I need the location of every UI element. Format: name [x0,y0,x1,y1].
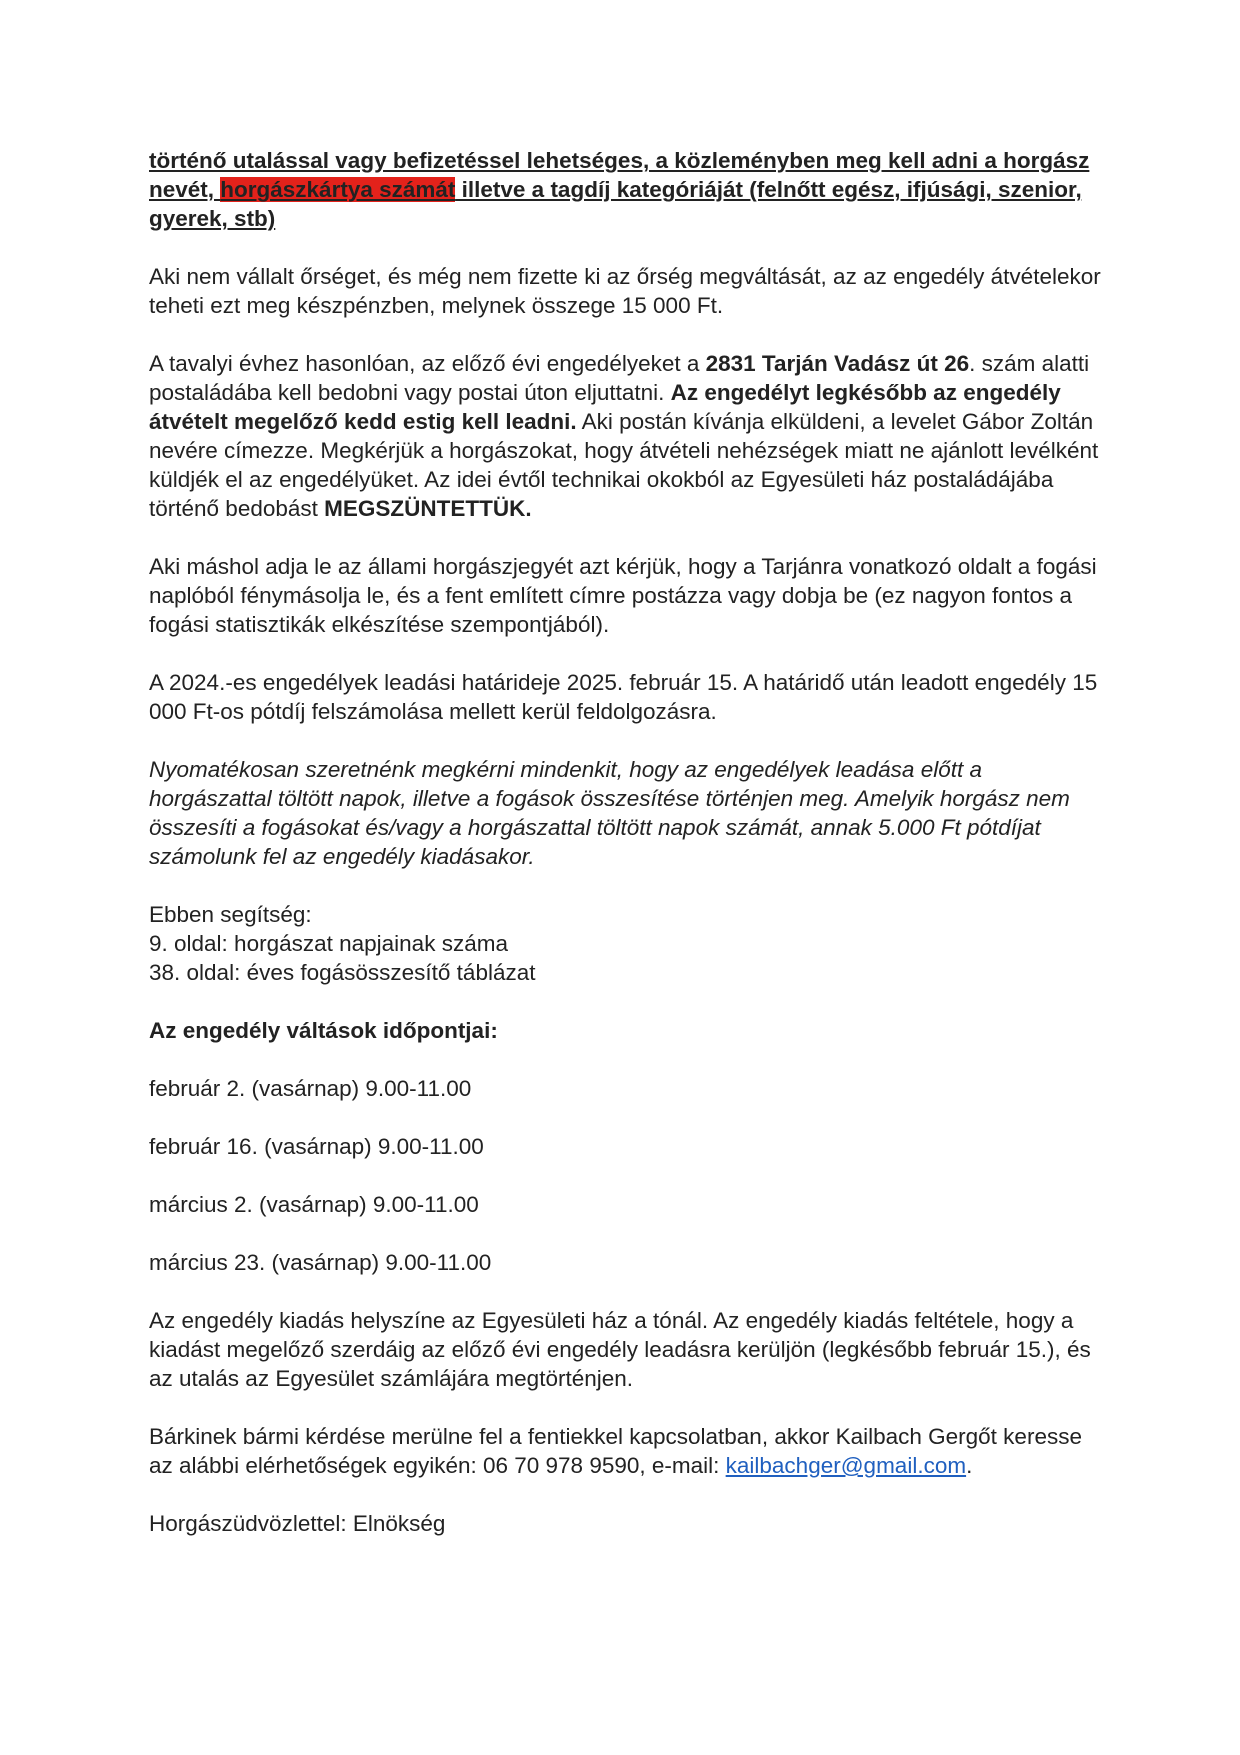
document-body [149,146,1109,1538]
deadline-paragraph: A 2024.-es engedélyek leadási határideje 2025. február 15. A határidő után leadott engedély 15 000 Ft-os pótdíj felszámolása mellett kerül feldolgozásra. [149,670,1098,724]
return-text-2: . szám alatti postaládába kell bedobni vagy postai úton eljuttatni. [149,351,1090,405]
date-item: március 23. (vasárnap) 9.00-11.00 [149,1250,492,1275]
contact-paragraph [149,1422,1109,1480]
deadline-notice: Az engedélyt legkésőbb az engedély átvételt megelőző kedd estig kell leadni. [149,380,1061,434]
return-paragraph [149,349,1109,523]
dates-heading: Az engedély váltások időpontjai: [149,1018,498,1043]
stopped-notice: MEGSZÜNTETTÜK. [324,496,532,521]
date-item: február 2. (vasárnap) 9.00-11.00 [149,1076,472,1101]
contact-after: . [966,1453,973,1478]
intro-paragraph [149,146,1109,233]
help-block [149,900,1109,987]
italic-notice-paragraph: Nyomatékosan szeretnénk megkérni mindenkit, hogy az engedélyek leadása előtt a horgászattal töltött napok, illetve a fogások összesítése történjen meg. Amelyik horgász nem összesíti a fogásokat és/vagy a horgászattal töltött napok számát, annak 5.000 Ft pótdíjat számolunk fel az engedély kiadásakor. [149,757,1070,869]
intro-text-2: illetve a tagdíj kategóriáját (felnőtt egész, ifjúsági, szenior, gyerek, stb) [149,177,1082,231]
help-line-1: 9. oldal: horgászat napjainak száma [149,931,508,956]
location-paragraph: Az engedély kiadás helyszíne az Egyesületi ház a tónál. Az engedély kiadás feltétele, hogy a kiadást megelőző szerdáig az előző évi engedély leadásra kerüljön (legkésőbb február 15.), és az utalás az Egyesület számlájára megtörténjen. [149,1308,1091,1391]
date-item: február 16. (vasárnap) 9.00-11.00 [149,1134,484,1159]
date-item: március 2. (vasárnap) 9.00-11.00 [149,1192,479,1217]
contact-text: Bárkinek bármi kérdése merülne fel a fentiekkel kapcsolatban, akkor Kailbach Gergőt keresse az alábbi elérhetőségek egyikén: 06 70 978 9590, e-mail: [149,1424,1082,1478]
guard-paragraph: Aki nem vállalt őrséget, és még nem fizette ki az őrség megváltását, az az engedély átvételekor teheti ezt meg készpénzben, melynek összege 15 000 Ft. [149,264,1101,318]
return-text-1: A tavalyi évhez hasonlóan, az előző évi engedélyeket a [149,351,706,376]
email-link[interactable]: kailbachger@gmail.com [725,1453,967,1478]
highlighted-card-number: horgászkártya számát [220,177,456,202]
help-line-2: 38. oldal: éves fogásösszesítő táblázat [149,960,536,985]
intro-text-1: történő utalással vagy befizetéssel lehetséges, a közleményben meg kell adni a horgász nevét, [149,148,1090,202]
elsewhere-paragraph: Aki máshol adja le az állami horgászjegyét azt kérjük, hogy a Tarjánra vonatkozó oldalt a fogási naplóból fénymásolja le, és a fent említett címre postázza vagy dobja be (ez nagyon fontos a fogási statisztikák elkészítése szempontjából). [149,554,1097,637]
signoff: Horgászüdvözlettel: Elnökség [149,1511,446,1536]
return-text-3: Aki postán kívánja elküldeni, a levelet Gábor Zoltán nevére címezze. Megkérjük a horgászokat, hogy átvételi nehézségek miatt ne ajánlott levélként küldjék el az engedélyüket. Az idei évtől technikai okokból az Egyesületi ház postaládájába történő bedobást [149,409,1099,521]
help-title: Ebben segítség: [149,902,312,927]
address: 2831 Tarján Vadász út 26 [705,351,970,376]
